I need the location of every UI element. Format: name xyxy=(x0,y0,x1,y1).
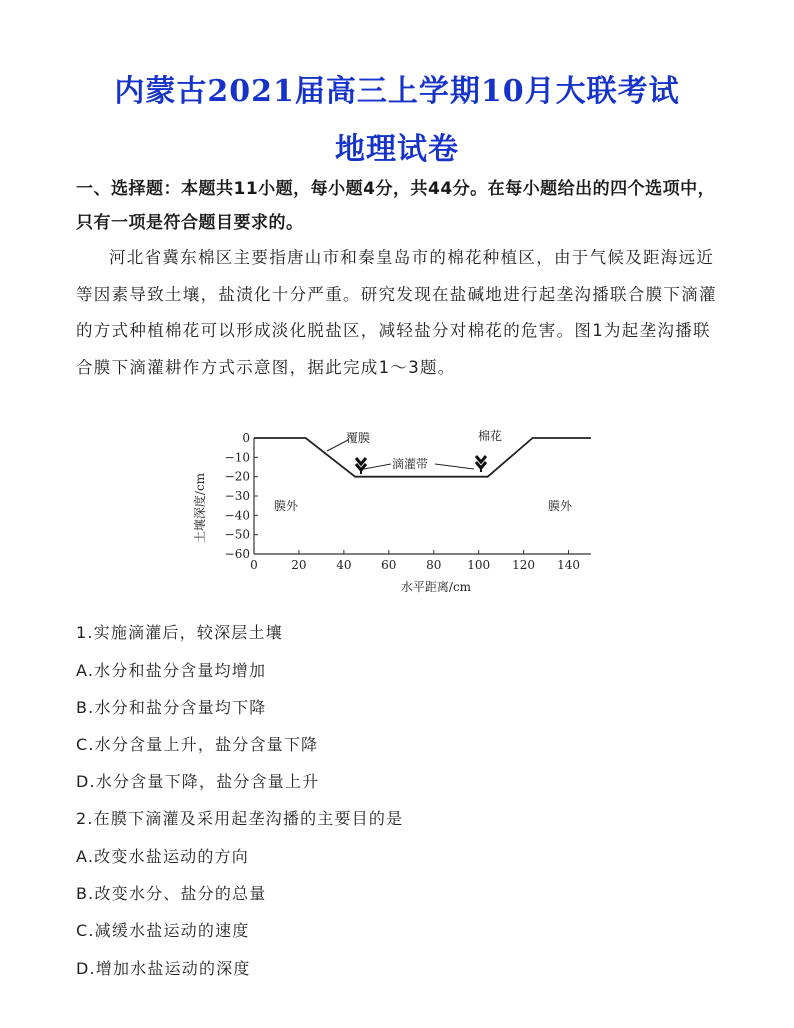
answer-option[interactable]: B.改变水分、盐分的总量 xyxy=(76,884,267,903)
x-tick-label: 20 xyxy=(291,558,307,572)
y-tick-label: −20 xyxy=(224,469,250,484)
x-tick-label: 60 xyxy=(381,558,397,572)
answer-option[interactable]: B.水分和盐分含量均下降 xyxy=(76,698,267,717)
answer-option[interactable]: D.增加水盐运动的深度 xyxy=(76,959,251,978)
cotton-seedling-icon-left xyxy=(356,458,366,474)
answer-option[interactable]: A.改变水盐运动的方向 xyxy=(76,847,249,866)
drip-leader-left xyxy=(364,464,391,469)
page-subtitle: 地理试卷 xyxy=(335,132,459,167)
x-tick-label: 40 xyxy=(336,558,352,572)
x-axis-label: 水平距离/cm xyxy=(400,580,472,594)
x-tick-label: 80 xyxy=(426,558,442,572)
x-tick-label: 140 xyxy=(557,558,580,572)
drip-tape-label: 滴灌带 xyxy=(392,457,429,471)
film-label: 覆膜 xyxy=(346,431,371,445)
drip-leader-right xyxy=(435,464,474,469)
passage-text: 河北省冀东棉区主要指唐山市和秦皇岛市的棉花种植区，由于气候及距海远近等因素导致土壤，盐渍化十分严重。研究发现在盐碱地进行起垄沟播联合膜下滴灌的方式种植棉花可以形成淡化脱盐区，减轻盐分对棉花的危害。图1为起垄沟播联合膜下滴灌耕作方式示意图，据此完成1～3题。 xyxy=(76,248,717,377)
answer-option[interactable]: C.水分含量上升，盐分含量下降 xyxy=(76,735,319,754)
y-axis-label: 土壤深度/cm xyxy=(193,472,207,544)
x-tick-label: 120 xyxy=(512,558,536,572)
question-stem: 2.在膜下滴灌及采用起垄沟播的主要目的是 xyxy=(76,809,404,828)
answer-option[interactable]: A.水分和盐分含量均增加 xyxy=(76,661,267,680)
question-stem: 1.实施滴灌后，较深层土壤 xyxy=(76,623,283,642)
film-leader-line xyxy=(327,440,348,451)
cotton-label: 棉花 xyxy=(478,429,503,443)
y-tick-label: 0 xyxy=(242,431,250,445)
y-tick-label: −30 xyxy=(224,489,250,503)
cotton-seedling-icon-right xyxy=(476,456,486,472)
answer-option[interactable]: D.水分含量下降，盐分含量上升 xyxy=(76,772,320,791)
tillage-diagram xyxy=(186,426,616,598)
outside-film-right: 膜外 xyxy=(548,499,573,513)
y-tick-label: −10 xyxy=(224,450,250,465)
outside-film-left: 膜外 xyxy=(274,499,299,513)
x-tick-label: 0 xyxy=(250,558,258,572)
section-heading: 一、选择题：本题共11小题，每小题4分，共44分。在每小题给出的四个选项中，只有一项是符合题目要求的。 xyxy=(76,179,716,233)
page-title: 内蒙古2021届高三上学期10月大联考试 xyxy=(114,74,680,109)
y-tick-label: −50 xyxy=(224,527,250,542)
y-tick-label: −60 xyxy=(224,547,250,561)
y-tick-label: −40 xyxy=(224,508,250,523)
x-tick-label: 100 xyxy=(467,558,491,572)
answer-option[interactable]: C.减缓水盐运动的速度 xyxy=(76,921,250,940)
